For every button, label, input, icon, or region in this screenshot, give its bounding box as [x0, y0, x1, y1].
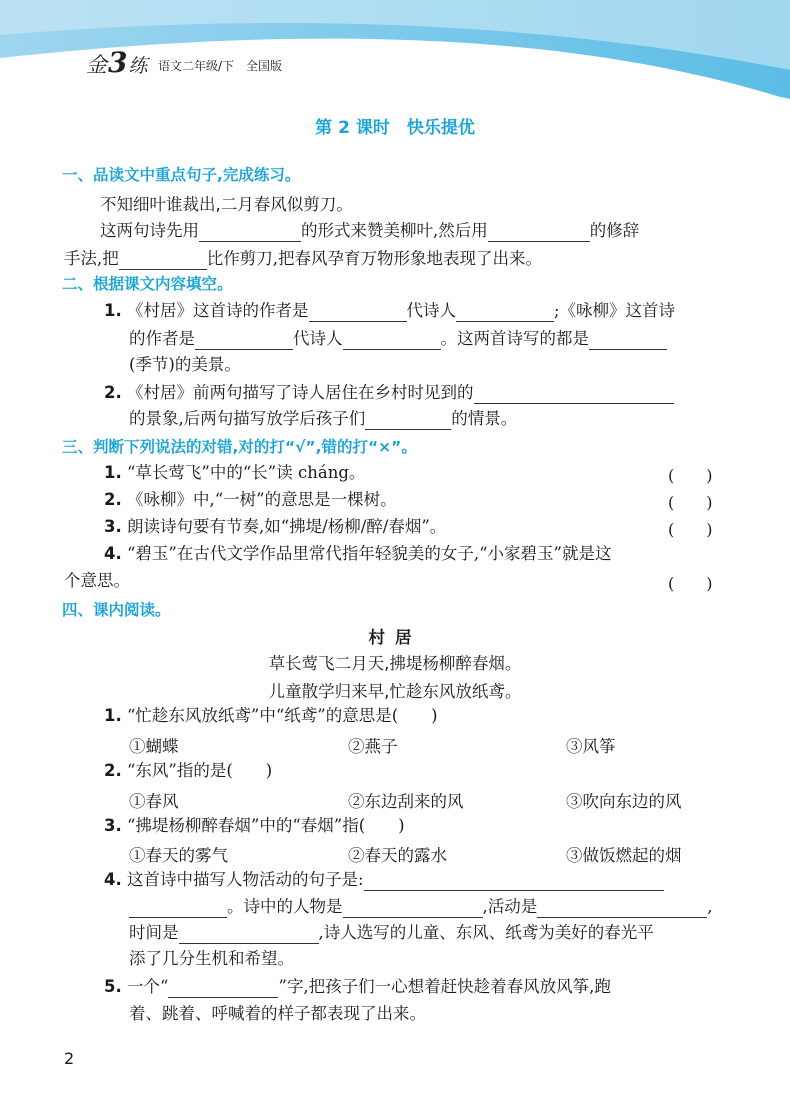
answer-blank[interactable]	[365, 411, 451, 430]
q3-option-c[interactable]: ③做饭燃起的烟	[566, 846, 682, 865]
reading-q1	[104, 705, 438, 727]
s2-q2-line-2	[129, 408, 517, 430]
s2-q1-line-3: (季节)的美景。	[129, 355, 241, 374]
section-3-heading: 三、判断下列说法的对错,对的打“√”,错的打“×”。	[62, 438, 417, 456]
text: ,诗人选写的儿童、东风、纸鸢为美好的春光平	[318, 923, 654, 942]
text: 的景象,后两句描写放学后孩子们	[129, 409, 366, 428]
q2-option-b[interactable]: ②东边刮来的风	[348, 792, 464, 811]
answer-blank[interactable]	[537, 899, 707, 918]
text: 时间是	[129, 923, 179, 942]
answer-paren[interactable]: ( )	[668, 520, 713, 539]
poem-quote: 不知细叶谁裁出,二月春风似剪刀。	[100, 195, 353, 214]
answer-blank[interactable]	[129, 899, 227, 918]
s2-q1-line-1	[104, 300, 675, 322]
answer-blank[interactable]	[168, 979, 278, 998]
text: 的形式来赞美柳叶,然后用	[301, 221, 488, 240]
answer-blank[interactable]	[488, 223, 590, 242]
text: 《村居》这首诗的作者是	[127, 301, 309, 320]
brand-num: 3	[108, 46, 128, 79]
text: 的修辞	[589, 221, 640, 240]
text: ,活动是	[482, 897, 538, 916]
section-2-heading: 二、根据课文内容填空。	[62, 275, 233, 293]
question-number: 2.	[104, 383, 122, 402]
text: 。诗中的人物是	[227, 897, 343, 916]
text: “拂堤杨柳醉春烟”中的“春烟”指( )	[127, 816, 405, 835]
text: 。这两首诗写的都是	[440, 329, 589, 348]
s2-q2-line-1	[104, 382, 674, 404]
text: 朗读诗句要有节奏,如“拂堤/杨柳/醉/春烟”。	[127, 517, 447, 536]
section-1-heading: 一、品读文中重点句子,完成练习。	[62, 166, 301, 184]
s1-line-1	[100, 220, 639, 242]
answer-paren[interactable]: ( )	[668, 574, 713, 593]
answer-blank[interactable]	[589, 331, 667, 350]
question-number: 1.	[104, 463, 122, 482]
text: 《咏柳》中,“一树”的意思是一棵树。	[127, 490, 397, 509]
reading-q4-line-4: 添了几分生机和希望。	[129, 949, 294, 968]
question-number: 4.	[104, 544, 122, 563]
edition-label: 全国版	[246, 59, 283, 73]
q1-option-c[interactable]: ③风筝	[566, 737, 616, 756]
text: 一个“	[127, 977, 169, 996]
judge-item-1	[104, 462, 365, 484]
reading-q5-line-1	[104, 976, 611, 998]
header-banner	[0, 0, 790, 100]
poem-line-2: 儿童散学归来早,忙趁东风放纸鸢。	[268, 682, 522, 701]
reading-q2	[104, 760, 272, 782]
reading-q5-line-2: 着、跳着、呼喊着的样子都表现了出来。	[129, 1004, 426, 1023]
q3-option-a[interactable]: ①春天的雾气	[129, 846, 228, 865]
question-number: 4.	[104, 870, 122, 889]
text: ,	[707, 897, 713, 916]
text: “东风”指的是( )	[127, 761, 273, 780]
text: “碧玉”在古代文学作品里常代指年轻貌美的女子,“小家碧玉”就是这	[127, 544, 612, 563]
brand-logo	[86, 46, 148, 79]
q1-option-b[interactable]: ②燕子	[348, 737, 398, 756]
text: 的作者是	[129, 329, 195, 348]
poem-line-1: 草长莺飞二月天,拂堤杨柳醉春烟。	[268, 654, 522, 673]
question-number: 3.	[104, 517, 122, 536]
text: 代诗人	[293, 329, 343, 348]
text: 的情景。	[451, 409, 518, 428]
text: 这首诗中描写人物活动的句子是:	[127, 870, 364, 889]
page-number: 2	[64, 1049, 75, 1068]
answer-blank[interactable]	[179, 925, 319, 944]
text: 手法,把	[64, 249, 119, 268]
text: ”字,把孩子们一心想着赶快趁着春风放风筝,跑	[278, 977, 611, 996]
s2-q1-line-2	[129, 328, 667, 350]
question-number: 5.	[104, 977, 122, 996]
q1-option-a[interactable]: ①蝴蝶	[129, 737, 179, 756]
question-number: 1.	[104, 301, 122, 320]
judge-item-4	[104, 543, 612, 565]
question-number: 2.	[104, 761, 122, 780]
answer-blank[interactable]	[195, 331, 293, 350]
text: ;《咏柳》这首诗	[554, 301, 676, 320]
answer-blank[interactable]	[474, 385, 674, 404]
answer-paren[interactable]: ( )	[668, 466, 713, 485]
answer-blank[interactable]	[343, 899, 483, 918]
answer-blank[interactable]	[309, 303, 407, 322]
text: 这两句诗先用	[100, 221, 199, 240]
answer-paren[interactable]: ( )	[668, 493, 713, 512]
text: “忙趁东风放纸鸢”中“纸鸢”的意思是( )	[127, 706, 438, 725]
subject-label: 语文二年级/下	[158, 59, 235, 73]
answer-blank[interactable]	[199, 223, 301, 242]
question-number: 3.	[104, 816, 122, 835]
answer-blank[interactable]	[343, 331, 441, 350]
s1-line-2	[64, 248, 542, 270]
poem-title: 村居	[368, 628, 422, 647]
brand-lian: 练	[128, 55, 148, 77]
reading-q4-line-2	[129, 896, 713, 918]
q2-option-c[interactable]: ③吹向东边的风	[566, 792, 682, 811]
answer-blank[interactable]	[119, 251, 207, 270]
text: 比作剪刀,把春风孕育万物形象地表现了出来。	[206, 249, 542, 268]
judge-item-2	[104, 489, 397, 511]
text: “草长莺飞”中的“长”读 cháng。	[127, 463, 366, 482]
reading-q3	[104, 815, 405, 837]
judge-item-3	[104, 516, 446, 538]
answer-blank[interactable]	[456, 303, 554, 322]
q2-option-a[interactable]: ①春风	[129, 792, 179, 811]
reading-q4-line-1	[104, 869, 664, 891]
reading-q4-line-3	[129, 922, 654, 944]
section-4-heading: 四、课内阅读。	[62, 601, 171, 619]
question-number: 1.	[104, 706, 122, 725]
text: 代诗人	[406, 301, 456, 320]
lesson-title: 第 2 课时 快乐提优	[315, 118, 475, 138]
question-number: 2.	[104, 490, 122, 509]
answer-blank[interactable]	[364, 872, 664, 891]
q3-option-b[interactable]: ②春天的露水	[348, 846, 447, 865]
brand-jin: 金	[86, 53, 107, 77]
judge-item-4-cont: 个意思。	[64, 571, 130, 590]
text: 《村居》前两句描写了诗人居住在乡村时见到的	[127, 383, 474, 402]
